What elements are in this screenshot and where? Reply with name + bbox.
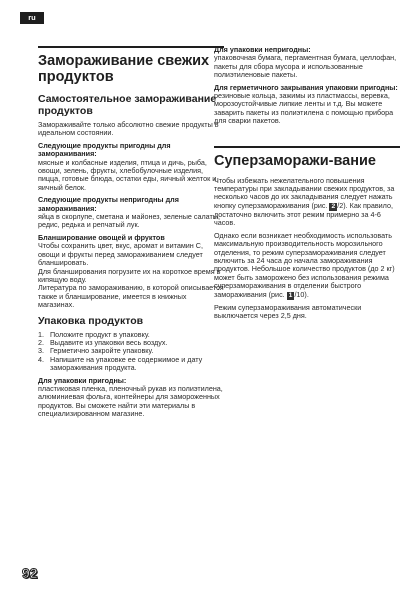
packing-steps-list bbox=[38, 331, 224, 373]
section-rule bbox=[38, 46, 224, 48]
suitable-packaging-text: пластиковая пленка, пленочный рукав из полиэтилена, алюминиевая фольга, контейнеры для замороженных продуктов. Вы сможете найти эти материалы в специализированном магазине. bbox=[38, 383, 223, 419]
section-title-freezing: Замораживание свежих продуктов bbox=[38, 53, 210, 85]
suitable-foods-text: мясные и колбасные изделия, птица и дичь, рыба, овощи, зелень, фрукты, хлебобулочные изделия, пицца, готовые блюда, остатки еды, яичный желток и яичный белок. bbox=[38, 157, 217, 192]
list-item: 2. Выдавите из упаковки весь воздух. bbox=[38, 337, 168, 347]
page-number: 92 bbox=[22, 565, 38, 581]
figure-ref-badge: 1 bbox=[288, 291, 293, 299]
language-tag: ru bbox=[20, 12, 44, 24]
heading-blanching: Бланширование овощей и фруктов bbox=[38, 232, 165, 242]
unsuitable-packaging-text: упаковочная бумага, пергаментная бумага, целлофан, пакеты для сбора мусора и использованные полиэтиленовые пакеты. bbox=[214, 53, 397, 80]
heading-self-freezing: Самостоятельное замораживание продуктов bbox=[38, 93, 217, 117]
blanching-text-2: Для бланширования погрузите их на короткое время в кипящую воду. bbox=[38, 266, 221, 284]
section-rule bbox=[214, 146, 400, 148]
heading-unsuitable-packaging: Для упаковки непригодны: bbox=[214, 45, 311, 54]
superfreeze-paragraph-2: Однако если возникает необходимость использовать максимальную производительность морозильного отделения, то режим суперзамораживания следует включить за 24 часа до начала замораживания продуктов. Небольшое количество продуктов (до 2 кг) может быть заморожено без использования режима суперзамораживания в отделении быстрого замораживания (рис. 1 /10). bbox=[214, 230, 395, 299]
heading-packing: Упаковка продуктов bbox=[38, 314, 144, 327]
list-item: 1. Положите продукт в упаковку. bbox=[38, 329, 150, 339]
superfreeze-paragraph-3: Режим суперзамораживания автоматически выключается через 2,5 дня. bbox=[214, 302, 362, 320]
heading-sealing: Для герметичного закрывания упаковки пригодны: bbox=[214, 82, 398, 92]
right-column bbox=[214, 46, 400, 324]
left-column bbox=[38, 46, 224, 423]
blanching-text-1: Чтобы сохранить цвет, вкус, аромат и витамин С, овощи и фрукты перед замораживанием следует бланшировать. bbox=[38, 241, 203, 268]
intro-text: Замораживайте только абсолютно свежие продукты в идеальном состоянии. bbox=[38, 120, 219, 138]
list-item: 4. Напишите на упаковке ее содержимое и дату замораживания продукта. bbox=[38, 354, 203, 373]
heading-unsuitable-foods: Следующие продукты непригодны для замораживания: bbox=[38, 195, 179, 213]
blanching-text-3: Литература по замораживанию, в которой описывается также и бланширование, имеется в книжных магазинах. bbox=[38, 283, 224, 310]
superfreeze-paragraph-1: Чтобы избежать нежелательного повышения температуры при закладывании свежих продуктов, за несколько часов до их закладывания следует нажать кнопку суперзамораживания (рис. 2 /2). Как правило, достаточно включить этот режим примерно за 4-6 часов. bbox=[214, 175, 395, 228]
list-item: 3. Герметично закройте упаковку. bbox=[38, 346, 154, 356]
heading-suitable-packaging: Для упаковки пригодны: bbox=[38, 375, 127, 385]
heading-suitable-foods: Следующие продукты пригодны для замораживания: bbox=[38, 140, 171, 159]
unsuitable-foods-text: яйца в скорлупе, сметана и майонез, зеленые салаты, редис, редька и репчатый лук. bbox=[38, 212, 220, 230]
section-title-superfreezing: Суперзаморажи-вание bbox=[214, 152, 376, 169]
sealing-text: резиновые кольца, зажимы из пластмассы, веревка, морозоустойчивые липкие ленты и т.д. Вы можете заварить пакеты из полиэтилена с помощью прибора для сварки пакетов. bbox=[214, 91, 394, 126]
figure-ref-badge: 2 bbox=[331, 202, 336, 210]
